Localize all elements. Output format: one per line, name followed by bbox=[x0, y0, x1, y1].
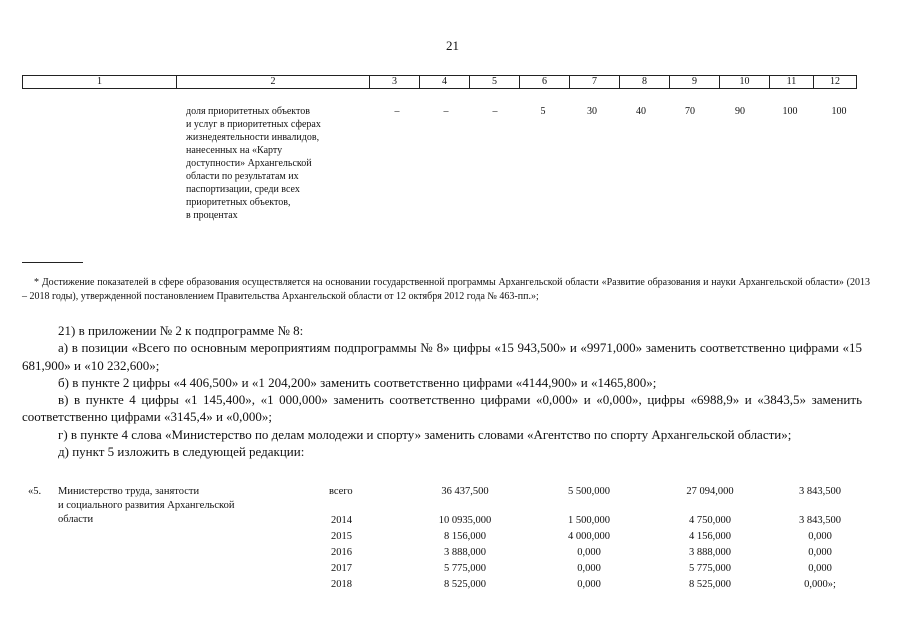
row-value: 4 000,000 bbox=[568, 531, 610, 542]
indicator-value: 70 bbox=[685, 106, 695, 117]
col-header: 10 bbox=[720, 76, 770, 89]
row-value: 0,000 bbox=[808, 547, 832, 558]
row-value: 4 156,000 bbox=[689, 531, 731, 542]
row-value: 27 094,000 bbox=[686, 486, 734, 497]
row-value: 0,000 bbox=[577, 579, 601, 590]
row-value: 0,000»; bbox=[804, 579, 836, 590]
paragraph: б) в пункте 2 цифры «4 406,500» и «1 204,200» заменить соответственно цифрами «4144,900» и «1465,800»; bbox=[58, 374, 657, 390]
indicator-line: и услуг в приоритетных сферах bbox=[186, 119, 321, 130]
row-value: 4 750,000 bbox=[689, 515, 731, 526]
col-header: 6 bbox=[520, 76, 570, 89]
indicator-value: – bbox=[443, 106, 449, 117]
indicator-name bbox=[186, 105, 371, 222]
indicator-value: 5 bbox=[540, 106, 546, 117]
col-header: 1 bbox=[23, 76, 177, 89]
indicator-value: 40 bbox=[636, 106, 646, 117]
org-name-line: Министерство труда, занятости bbox=[58, 486, 200, 497]
paragraph: в) в пункте 4 цифры «1 145,400», «1 000,000» заменить соответственно цифрами «0,000» и «0,000», цифры «6988,9» и «3843,5» заменить соответственно цифрами «3145,4» и «0,000»; bbox=[22, 392, 862, 425]
col-header: 2 bbox=[177, 76, 370, 89]
indicator-line: нанесенных на «Карту bbox=[186, 145, 283, 156]
col-header: 8 bbox=[620, 76, 670, 89]
indicator-value: – bbox=[394, 106, 400, 117]
indicator-line: области по результатам их bbox=[186, 171, 299, 182]
row-value: 3 888,000 bbox=[444, 547, 486, 558]
row-value: 5 775,000 bbox=[689, 563, 731, 574]
indicator-line: паспортизации, среди всех bbox=[186, 184, 300, 195]
col-header: 9 bbox=[670, 76, 720, 89]
col-header: 12 bbox=[814, 76, 857, 89]
indicator-value: – bbox=[492, 106, 498, 117]
paragraph: 21) в приложении № 2 к подпрограмме № 8: bbox=[58, 323, 304, 338]
row-value: 3 888,000 bbox=[689, 547, 731, 558]
indicator-line: доступности» Архангельской bbox=[186, 158, 312, 169]
indicator-line: жизнедеятельности инвалидов, bbox=[186, 132, 320, 143]
row-value: 0,000 bbox=[577, 547, 601, 558]
row-year: 2016 bbox=[331, 547, 352, 558]
indicator-value: 90 bbox=[735, 106, 745, 117]
row-value: 36 437,500 bbox=[441, 486, 489, 497]
item-number: «5. bbox=[28, 486, 42, 497]
indicator-value: 100 bbox=[782, 106, 798, 117]
org-name-line: области bbox=[58, 514, 94, 525]
row-value: 0,000 bbox=[808, 531, 832, 542]
paragraph: г) в пункте 4 слова «Министерство по делам молодежи и спорту» заменить словами «Агентство по спорту Архангельской области»; bbox=[58, 426, 792, 442]
indicator-value: 100 bbox=[831, 106, 847, 117]
col-header: 3 bbox=[370, 76, 420, 89]
col-header: 11 bbox=[770, 76, 814, 89]
paragraph: д) пункт 5 изложить в следующей редакции: bbox=[58, 444, 305, 460]
indicator-value: 30 bbox=[587, 106, 597, 117]
row-value: 8 525,000 bbox=[689, 579, 731, 590]
footnote-divider bbox=[22, 262, 83, 263]
row-value: 0,000 bbox=[808, 563, 832, 574]
row-value: 5 500,000 bbox=[568, 486, 610, 497]
col-header: 4 bbox=[420, 76, 470, 89]
row-value: 10 0935,000 bbox=[438, 515, 492, 526]
col-header: 5 bbox=[470, 76, 520, 89]
indicator-line: доля приоритетных объектов bbox=[186, 106, 310, 117]
row-year: 2014 bbox=[331, 515, 352, 526]
paragraph: а) в позиции «Всего по основным мероприятиям подпрограммы № 8» цифры «15 943,500» и «9971,000» заменить соответственно цифрами «15 681,900» и «10 232,600»; bbox=[22, 340, 862, 373]
column-number-header bbox=[22, 75, 857, 89]
amendment-text bbox=[22, 322, 862, 460]
row-value: 8 525,000 bbox=[444, 579, 486, 590]
row-value: 3 843,500 bbox=[799, 515, 841, 526]
row-value: 8 156,000 bbox=[444, 531, 486, 542]
indicator-line: приоритетных объектов, bbox=[186, 197, 291, 208]
indicator-line: в процентах bbox=[186, 210, 238, 221]
row-year: всего bbox=[329, 486, 353, 497]
row-value: 1 500,000 bbox=[568, 515, 610, 526]
page-number: 21 bbox=[446, 38, 459, 53]
org-name-line: и социального развития Архангельской bbox=[58, 500, 235, 511]
col-header: 7 bbox=[570, 76, 620, 89]
footnote: * Достижение показателей в сфере образования осуществляется на основании государственной программы Архангельской области «Развитие образования и науки Архангельской области» (2013 – 2018 годы), утвержденной постановлением Правительства Архангельской области от 12 октября 2012 года № 463-пп.»; bbox=[22, 277, 870, 302]
row-value: 0,000 bbox=[577, 563, 601, 574]
row-value: 5 775,000 bbox=[444, 563, 486, 574]
row-year: 2015 bbox=[331, 531, 352, 542]
row-value: 3 843,500 bbox=[799, 486, 841, 497]
row-year: 2018 bbox=[331, 579, 352, 590]
row-year: 2017 bbox=[331, 563, 352, 574]
